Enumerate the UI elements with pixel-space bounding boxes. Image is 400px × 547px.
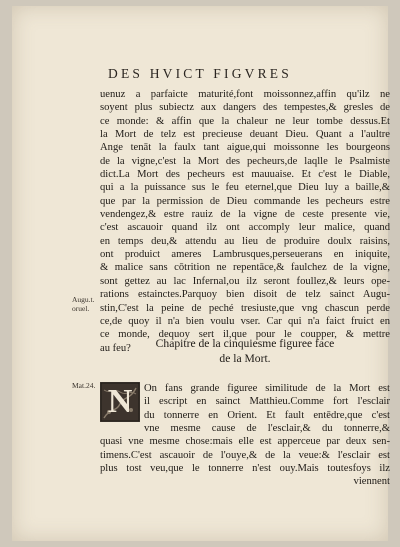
margin-note-matthew: Mat.24. [72, 381, 96, 390]
text-line: sont gettez au lac Infernal,ou ilz seront foullez,& leurs ope- [100, 275, 390, 287]
chapter-heading-line: Chapitre de la cinquiesme figuree face [155, 337, 335, 350]
text-line: ce monde, dequoy sert il,que pour le coupper, & mettre [100, 329, 390, 341]
text-line: dict.La Mort des pecheurs est mauuaise. Et c'est le Diable, [100, 169, 390, 181]
text-line: plus tost veu,que le tonnerre n'est ouy.Mais toutesfoys ilz [100, 463, 390, 475]
text-line: vendengez,& estre rauiz de la vigne de ceste presente vie, [100, 209, 390, 221]
text-line: rations estainctes.Parquoy bien disoit de telz sainct Augu- [100, 289, 390, 301]
text-line: de la vigne,c'est la Mort des pecheurs,de laqlle le Psalmiste [100, 155, 390, 167]
text-line: ce monde: & affin que la chaleur ne leur tombe dessus.Et [100, 115, 390, 127]
text-line: ont produict ameres Lambrusques,perseuerans en iniquite, [100, 249, 390, 261]
body-text [100, 88, 390, 355]
text-line: uenuz a parfaicte maturité,font moissonnez,affin qu'ilz ne [100, 89, 390, 100]
text-line: timens.C'est ascauoir de l'ouye,& de la veue:& l'esclair est [100, 449, 390, 461]
text-line: c'est ascauoir quand ilz ont accomply leur malice, quand [100, 222, 390, 234]
chapter-text [100, 382, 390, 489]
text-line: Ange tenāt la faulx tant aigue,qui moissonne les bourgeons [100, 142, 390, 154]
drop-initial-letter: N [107, 383, 133, 420]
text-line: ce,de quoy il n'a bien voulu vser. Car qui n'a faict fruict en [100, 315, 390, 327]
text-line: du tonnerre en Orient. Et fault entēdre,que c'est [144, 409, 390, 421]
chapter-heading [100, 336, 390, 366]
running-head: DES HVICT FIGVRES [108, 66, 292, 81]
text-line: & malice sans cōtrition ne repentāce,& faulchez de la vigne, [100, 262, 390, 274]
text-line: quasi vne mesme chose:mais elle est apperceue par deux sen- [100, 436, 390, 448]
text-line: la Mort de telz est precieuse deuant Dieu. Quant a l'aultre [100, 129, 390, 141]
text-line: qui a la puissance sus le feu eternel,que Dieu luy a baille,& [100, 182, 390, 194]
text-line: que par la permission de Dieu commande les pecheurs estre [100, 195, 390, 207]
catchword: viennent [353, 476, 390, 488]
text-line: vne mesme cause de l'esclair,& du tonnerre,& [144, 423, 390, 435]
text-line: soyent plus subiectz aux dangers des tempestes,& gresles de [100, 102, 390, 114]
margin-note-augustine: Augu.t. oruel. [72, 295, 95, 313]
text-line: il escript en sainct Matthieu.Comme fort l'esclair [144, 396, 390, 408]
chapter-heading-line: de la Mort. [219, 352, 271, 365]
text-line: au feu? [100, 342, 131, 354]
text-line: stin,C'est la peine de peché tresiuste,que vng chascun perde [100, 302, 390, 314]
drop-initial [100, 382, 140, 422]
text-line: en temps deu,& attendu au lieu de produire doulx raisins, [100, 235, 390, 247]
book-page [12, 6, 388, 541]
text-line: On fans grande figuree similitude de la Mort est [144, 383, 390, 394]
